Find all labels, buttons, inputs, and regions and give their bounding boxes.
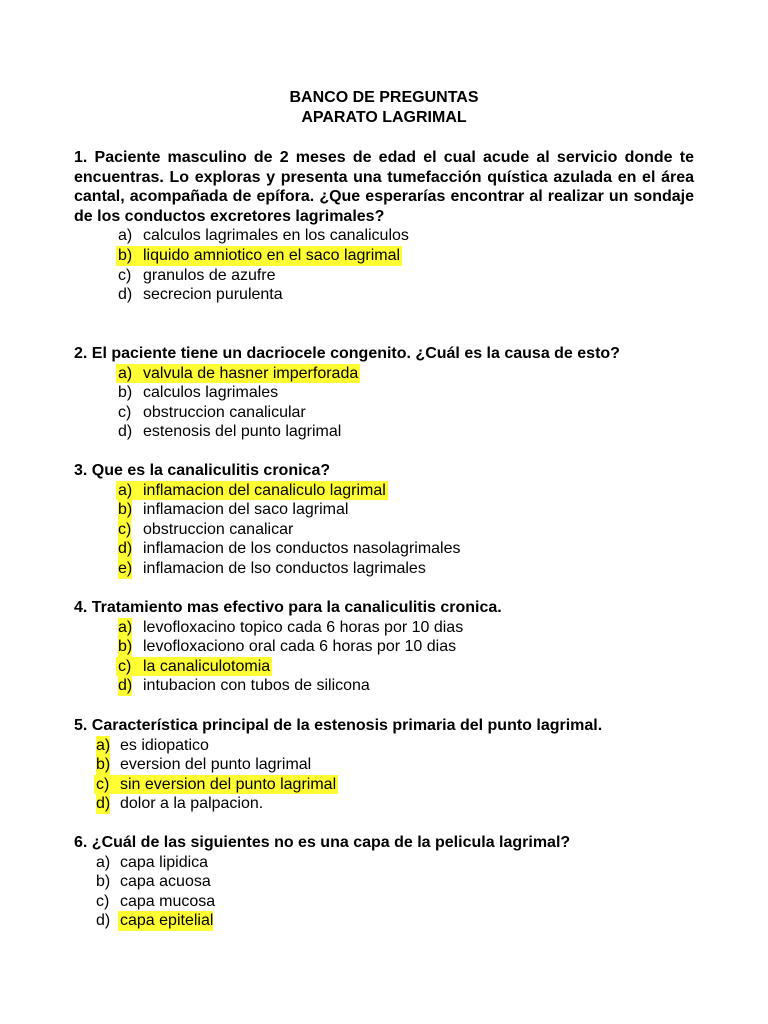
- option-a: [74, 481, 694, 501]
- option-letter: d): [118, 286, 133, 304]
- document-header: [0, 88, 768, 128]
- option-b: [74, 755, 694, 775]
- option-letter: c): [118, 657, 132, 675]
- option-letter: b): [118, 638, 133, 656]
- option-text: capa mucosa: [120, 892, 216, 910]
- option-d: [74, 911, 694, 931]
- option-d: [74, 285, 694, 305]
- option-text: valvula de hasner imperforada: [143, 364, 359, 382]
- option-d: [74, 539, 694, 559]
- option-text: dolor a la palpacion.: [120, 795, 264, 813]
- option-d: [74, 422, 694, 442]
- option-letter: a): [96, 853, 111, 871]
- option-text: granulos de azufre: [143, 266, 276, 284]
- option-text: obstruccion canalicar: [143, 520, 294, 538]
- option-text: inflamacion de los conductos nasolagrimales: [143, 540, 461, 558]
- question-5: [74, 716, 694, 814]
- option-letter: c): [118, 403, 132, 421]
- option-c: [74, 266, 694, 286]
- option-a: [74, 736, 694, 756]
- option-letter: a): [118, 227, 133, 245]
- option-b: [74, 500, 694, 520]
- question-6: [74, 833, 694, 931]
- header-title: BANCO DE PREGUNTAS: [289, 89, 479, 106]
- option-text: estenosis del punto lagrimal: [143, 423, 342, 441]
- option-text: capa lipidica: [120, 853, 209, 871]
- option-letter: c): [118, 266, 132, 284]
- option-letter: e): [118, 559, 133, 577]
- option-text: liquido amniotico en el saco lagrimal: [143, 246, 401, 264]
- option-letter: d): [118, 540, 133, 558]
- option-d: [74, 676, 694, 696]
- question-1: [74, 148, 694, 305]
- question-3: [74, 461, 694, 579]
- option-letter: d): [96, 912, 111, 930]
- option-letter: a): [118, 364, 133, 382]
- option-letter: b): [118, 246, 133, 264]
- option-text: eversion del punto lagrimal: [120, 756, 312, 774]
- option-c: [74, 403, 694, 423]
- options-list: [74, 618, 694, 696]
- option-text: secrecion purulenta: [143, 286, 283, 304]
- option-c: [74, 775, 694, 795]
- option-text: inflamacion de lso conductos lagrimales: [143, 559, 426, 577]
- option-a: [74, 364, 694, 384]
- option-letter: c): [96, 892, 110, 910]
- option-text: obstruccion canalicular: [143, 403, 306, 421]
- options-list: [74, 481, 694, 579]
- option-letter: b): [96, 873, 111, 891]
- option-letter: a): [118, 618, 133, 636]
- option-b: [74, 872, 694, 892]
- option-text: inflamacion del canaliculo lagrimal: [143, 481, 386, 499]
- option-c: [74, 520, 694, 540]
- option-text: es idiopatico: [120, 736, 209, 754]
- option-letter: b): [96, 756, 111, 774]
- option-letter: d): [118, 423, 133, 441]
- question-text: 4. Tratamiento mas efectivo para la canaliculitis cronica.: [74, 599, 502, 616]
- option-letter: c): [96, 775, 110, 793]
- option-letter: b): [118, 501, 133, 519]
- options-list: [74, 226, 694, 304]
- option-letter: c): [118, 520, 132, 538]
- option-b: [74, 637, 694, 657]
- option-a: [74, 853, 694, 873]
- question-text: 3. Que es la canaliculitis cronica?: [74, 462, 331, 479]
- question-4: [74, 598, 694, 696]
- option-text: levofloxaciono oral cada 6 horas por 10 dias: [143, 638, 457, 656]
- header-subtitle: APARATO LAGRIMAL: [301, 109, 467, 126]
- option-a: [74, 226, 694, 246]
- option-letter: a): [96, 736, 111, 754]
- option-letter: d): [96, 795, 111, 813]
- option-text: sin eversion del punto lagrimal: [120, 775, 337, 793]
- option-letter: d): [118, 677, 133, 695]
- option-b: [74, 383, 694, 403]
- option-text: inflamacion del saco lagrimal: [143, 501, 349, 519]
- option-c: [74, 892, 694, 912]
- options-list: [74, 364, 694, 442]
- option-b: [74, 246, 694, 266]
- question-2: [74, 344, 694, 442]
- options-list: [74, 736, 694, 814]
- question-text: 5. Característica principal de la estenosis primaria del punto lagrimal.: [74, 717, 603, 734]
- option-text: intubacion con tubos de silicona: [143, 677, 370, 695]
- option-text: calculos lagrimales en los canaliculos: [143, 227, 409, 245]
- option-text: capa acuosa: [120, 873, 211, 891]
- option-text: levofloxacino topico cada 6 horas por 10 dias: [143, 618, 464, 636]
- question-text: 6. ¿Cuál de las siguientes no es una capa de la pelicula lagrimal?: [74, 834, 571, 851]
- option-a: [74, 618, 694, 638]
- option-text: calculos lagrimales: [143, 384, 279, 402]
- option-letter: a): [118, 481, 133, 499]
- option-c: [74, 657, 694, 677]
- question-text: 2. El paciente tiene un dacriocele congenito. ¿Cuál es la causa de esto?: [74, 345, 620, 362]
- option-letter: b): [118, 384, 133, 402]
- option-e: [74, 559, 694, 579]
- options-list: [74, 853, 694, 931]
- option-text: capa epitelial: [120, 912, 214, 930]
- question-text: 1. Paciente masculino de 2 meses de edad el cual acude al servicio donde te encuentras. Lo exploras y presenta una tumefacción quística azulada en el área cantal, acompañada de epífora. ¿Que esperarías encontrar al realizar un sondaje de los conductos excretores lagrimales?: [74, 149, 694, 225]
- option-d: [74, 794, 694, 814]
- option-text: la canaliculotomia: [143, 657, 271, 675]
